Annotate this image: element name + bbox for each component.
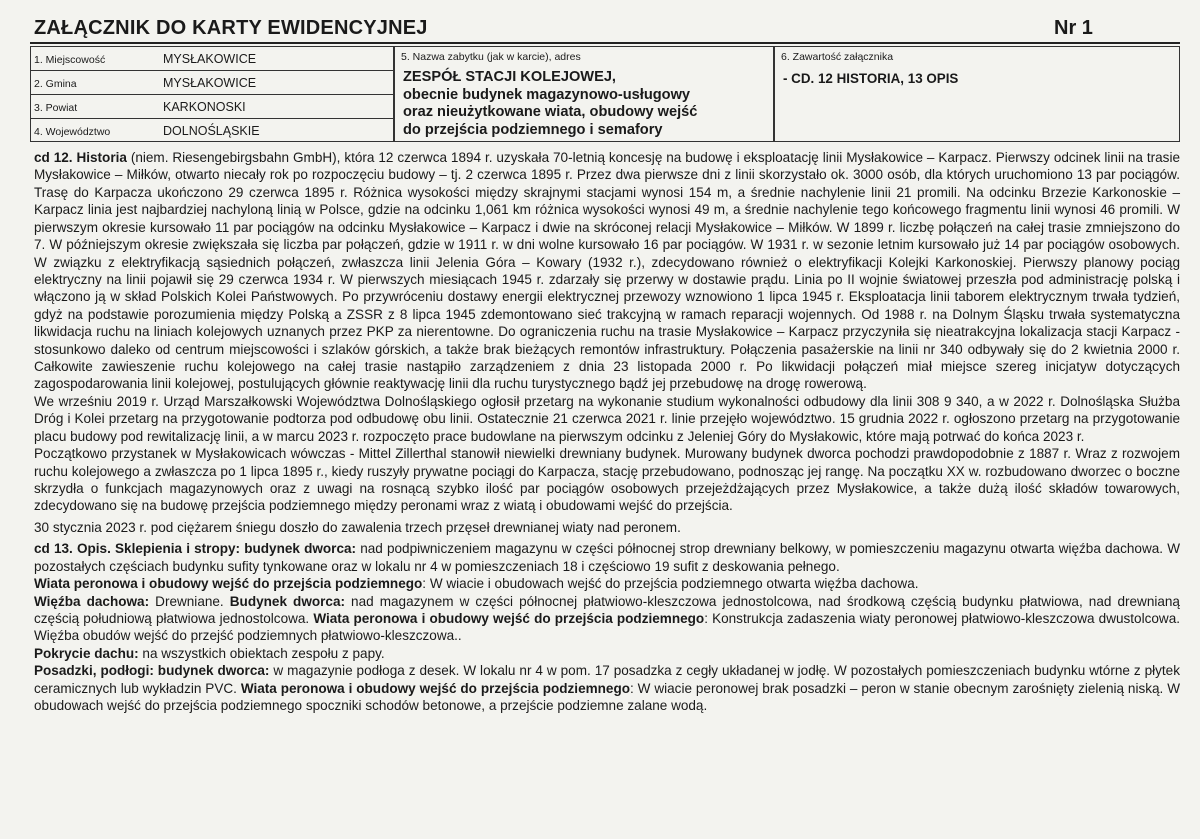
location-table <box>30 46 394 142</box>
description-subheading: Budynek dworca: <box>229 593 345 609</box>
description-text: na wszystkich obiektach zespołu z papy. <box>138 645 385 661</box>
description-subheading: Wiata peronowa i obudowy wejść do przejścia podziemnego <box>240 680 631 696</box>
description-paragraph <box>34 662 1180 714</box>
document-number: Nr 1 <box>1054 17 1093 39</box>
meta-label: 4. Województwo <box>34 126 111 138</box>
description-text: : Konstrukcja zadaszenia wiaty peronowej płatwiowo-kleszczowa dwustolcowa. Więźba obudów wejść do przejść podziemnych płatwiowo-kleszczowa.. <box>34 610 1180 644</box>
monument-name-line: obecnie budynek magazynowo-usługowy <box>403 86 691 103</box>
description-text: Drewniane. <box>149 593 230 609</box>
history-heading: cd 12. Historia <box>34 150 127 165</box>
description-text: w magazynie podłoga z desek. W lokalu nr 4 w pom. 17 posadzka z cegły układanej w jodłę. W pozostałych pomieszczeniach budynku wtórne z płytek ceramicznych lub wykładzin PVC. <box>34 663 1180 696</box>
description-subheading: Pokrycie dachu: <box>34 645 139 661</box>
attachment-content-label: 6. Zawartość załącznika <box>781 51 894 63</box>
attachment-content-value: - CD. 12 HISTORIA, 13 OPIS <box>783 71 959 86</box>
description-subheading: Posadzki, podłogi: budynek dworca: <box>34 663 270 679</box>
description-text: : W wiacie i obudowach wejść do przejścia podziemnego otwarta więźba dachowa. <box>422 576 919 592</box>
history-paragraph <box>34 149 1180 393</box>
description-paragraph <box>34 593 1180 645</box>
monument-name-box <box>394 46 774 142</box>
meta-row-locality <box>31 47 393 71</box>
meta-row-voivodeship <box>31 119 393 143</box>
description-paragraph <box>34 575 1180 592</box>
monument-name-label: 5. Nazwa zabytku (jak w karcie), adres <box>401 51 581 63</box>
monument-name-line: ZESPÓŁ STACJI KOLEJOWEJ, <box>403 69 616 85</box>
monument-name-line: oraz nieużytkowane wiata, obudowy wejść <box>403 104 698 120</box>
header-rule <box>30 42 1180 44</box>
meta-value: MYSŁAKOWICE <box>163 76 257 90</box>
document-title: ZAŁĄCZNIK DO KARTY EWIDENCYJNEJ <box>34 17 428 39</box>
history-paragraph: Początkowo przystanek w Mysłakowicach wówczas - Mittel Zillerthal stanowił niewielki drewniany budynek. Murowany budynek dworca pochodzi prawdopodobnie z 1887 r. Wraz z rozwojem ruchu kolejowego a zwłaszcza po 1 lipca 1895 r., kiedy ruszyły prywatne pociągi do Karpacza, stację przebudowano, podnosząc jej rangę. Na początku XX w. rozbudowano dworzec o boczne skrzydła o funkcjach magazynowych oraz z uwagi na rosnącą szybko ilość par pociągów osobowych przejeżdżających przez Mysłakowice, a także dużą ilość składów towarowych, zdecydowano się na budowę przejścia podziemnego między peronami wraz z wiatą i obudowami wejść do przejścia. <box>34 446 1180 514</box>
description-text: : W wiacie peronowej brak posadzki – peron w stanie obecnym zarośnięty zielenią niską. W obudowach wejść do przejścia podziemnego spoczniki schodów betonowe, a przejście podziemne zalane wodą. <box>34 680 1180 714</box>
meta-row-county <box>31 95 393 119</box>
meta-label: 1. Miejscowość <box>34 54 106 66</box>
history-paragraph: We wrześniu 2019 r. Urząd Marszałkowski Województwa Dolnośląskiego ogłosił przetarg na wykonanie studium wykonalności odbudowy dla linii 308 9 340, a w 2022 r. Dolnośląska Służba Dróg i Kolei przetarg na przygotowanie podtorza pod odbudowę obu linii. Ostatecznie 21 czerwca 2021 r. linie przejęło województwo. 15 grudnia 2022 r. ogłoszono przetarg na przygotowanie placu budowy pod rewitalizację linii, a w marcu 2023 r. rozpoczęto prace budowlane na pierwszym odcinku z Jeleniej Góry do Mysłakowic, które mają potrwać do końca 2023 r. <box>34 393 1180 444</box>
description-text: nad magazynem w części północnej płatwiowo-kleszczowa jednostolcowa, nad środkową częścią budynku płatwiowa, nad drewnianą częścią południową płatwiowa jednostolcowa. <box>34 593 1180 626</box>
history-text: (niem. Riesengebirgsbahn GmbH), która 12 czerwca 1894 r. uzyskała 70-letnią koncesję na budowę i eksploatację linii Mysłakowice – Karpacz. Pierwszy odcinek linii na trasie Mysłakowice – Miłków, otwarto niecały rok po rozpoczęciu budowy – tj. 2 czerwca 1895 r. Przez dwa pierwsze dni z linii skorzystało ok. 3000 osób, dla których uruchomiono 13 par pociągów. Trasę do Karpacza ukończono 29 czerwca 1895 r. Różnica wysokości między skrajnymi stacjami wynosi 154 m, a średnie nachylenie linii 21 promili. Na odcinku Brzezie Karkonoskie – Karpacz linia jest najbardziej nachyloną linią w Polsce, gdzie na odcinku 1,061 km różnica wysokości wynosi 49 m, a średnie nachylenie tego końcowego fragmentu linii wynosi 46 promili. W pierwszym okresie kursowało 11 par pociągów na odcinku Mysłakowice – Karpacz i dwie na skróconej relacji Mysłakowice – Miłków. W 1899 r. liczbę połączeń na całej trasie zmniejszono do 7. W późniejszym okresie zwiększała się liczba par połączeń, gdzie w 1911 r. w dni wolne kursowało 16 par pociągów. W 1931 r. w sezonie letnim kursowało już 14 par pociągów osobowych. W związku z elektryfikacją sąsiednich połączeń, zwłaszcza linii Jelenia Góra – Kowary (1932 r.), zdecydowano również o elektryfikacji Kolejki Karkonoskiej. Pierwszy planowy pociąg elektryczny na linii pojawił się 29 czerwca 1934 r. W pierwszych miesiącach 1945 r. zdarzały się przerwy w dostawie prądu. Linia po II wojnie światowej przeszła pod administrację polską i włączono ją w skład Polskich Kolei Państwowych. Po przywróceniu dostawy energii elektrycznej przewozy wznowiono 1 lipca 1945 r. Eksploatacja linii taborem elektrycznym trwała tydzień, gdyż na podstawie porozumienia między Polską a ZSSR z 8 lipca 1945 zdemontowano sieć trakcyjną w ramach reparacji wojennych. Od 1988 r. na Dolnym Śląsku trwała systematyczna likwidacja ruchu na liniach kolejowych uznanych przez PKP za nierentowne. Do ograniczenia ruchu na trasie Mysłakowice – Karpacz przyczyniła się nieatrakcyjna lokalizacja stacji Karpacz - stosunkowo daleko od centrum miejscowości i szlaków górskich, a także brak bieżących remontów infrastruktury. Połączenia pasażerskie na linii nr 340 odbywały się do 2 kwietnia 2000 r. Całkowite zawieszenie ruchu kolejowego na całej trasie nastąpiło zarządzeniem z dnia 23 listopada 2000 r. Po likwidacji połączeń miał miejsce szereg inicjatyw dotyczących zagospodarowania linii kolejowej, postulujących głównie reaktywację linii dla ruchu turystycznego bądź jej przebudowę na drogę rowerową. <box>34 150 1180 392</box>
meta-value: DOLNOŚLĄSKIE <box>163 124 260 138</box>
attachment-content-box <box>774 46 1180 142</box>
meta-label: 3. Powiat <box>34 102 78 114</box>
monument-name <box>403 69 767 139</box>
monument-name-line: do przejścia podziemnego i semafory <box>403 121 663 138</box>
meta-row-commune <box>31 71 393 95</box>
description-subheading: Wiata peronowa i obudowy wejść do przejścia podziemnego <box>313 610 705 626</box>
meta-label: 2. Gmina <box>34 78 77 90</box>
document-body <box>34 149 1180 715</box>
history-paragraph: 30 stycznia 2023 r. pod ciężarem śniegu doszło do zawalenia trzech przęseł drewnianej wiaty nad peronem. <box>34 519 681 535</box>
meta-value: MYSŁAKOWICE <box>163 52 257 66</box>
description-paragraph <box>34 645 1180 662</box>
description-subheading: Więźba dachowa: <box>34 593 150 609</box>
meta-value: KARKONOSKI <box>163 100 246 114</box>
description-text: nad podpiwniczeniem magazynu w części północnej strop drewniany belkowy, w pomieszczeniu magazynu otwarta więźba dachowa. W pozostałych częściach budynku sufity tynkowane oraz w lokalu nr 4 w pomieszczeniach 18 i częściowo 19 sufit z deskowania pełnego. <box>34 541 1180 574</box>
description-heading: cd 13. Opis. Sklepienia i stropy: budynek dworca: <box>34 541 357 557</box>
description-paragraph <box>34 540 1180 575</box>
description-subheading: Wiata peronowa i obudowy wejść do przejścia podziemnego <box>34 576 423 592</box>
